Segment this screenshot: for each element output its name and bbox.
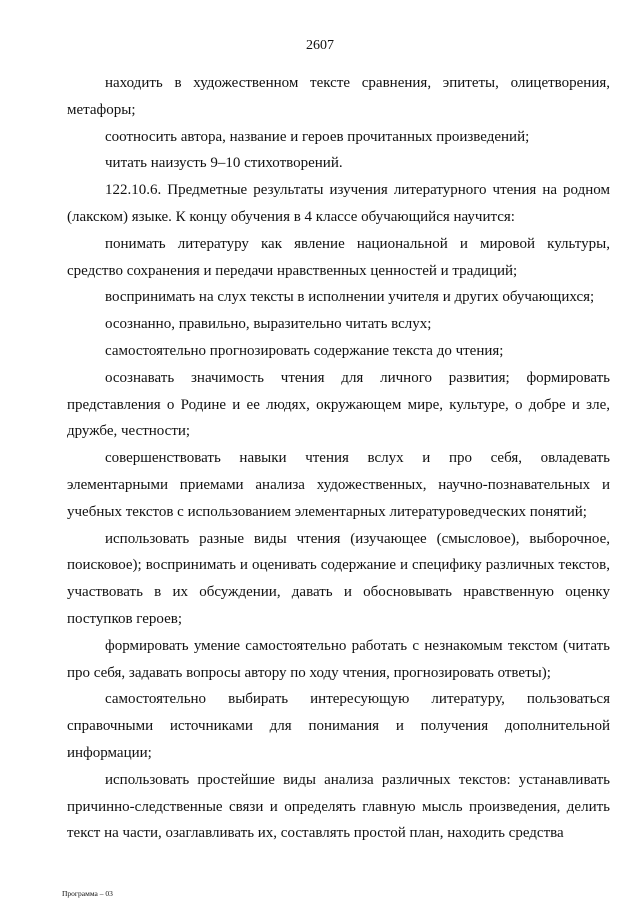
- paragraph: читать наизусть 9–10 стихотворений.: [105, 155, 343, 172]
- paragraph: совершенствовать навыки чтения вслух и про себя, овладевать элементарными приемами анализа художественных, научно-познавательных и учебных текстов с использованием элементарных литературоведческих понятий;: [67, 450, 610, 520]
- paragraph: осознанно, правильно, выразительно читать вслух;: [105, 316, 432, 333]
- paragraph: использовать разные виды чтения (изучающее (смысловое), выборочное, поисковое); воспринимать и оценивать содержание и специфику различных текстов, участвовать в их обсуждении, давать и обосновывать нравственную оценку поступков героев;: [67, 530, 610, 627]
- paragraph: использовать простейшие виды анализа различных текстов: устанавливать причинно-следственные связи и определять главную мысль произведения, делить текст на части, озаглавливать их, составлять простой план, находить средства: [67, 771, 610, 842]
- paragraph: понимать литературу как явление национальной и мировой культуры, средство сохранения и передачи нравственных ценностей и традиций;: [67, 235, 610, 279]
- paragraph: воспринимать на слух тексты в исполнении учителя и других обучающихся;: [105, 289, 595, 306]
- paragraph: осознавать значимость чтения для личного развития; формировать представления о Родине и ее людях, окружающем мире, культуре, о добре и зле, дружбе, честности;: [67, 369, 610, 440]
- paragraph: соотносить автора, название и героев прочитанных произведений;: [105, 128, 530, 145]
- document-body: [67, 70, 610, 847]
- paragraph: самостоятельно выбирать интересующую литературу, пользоваться справочными источниками для понимания и получения дополнительной информации;: [67, 691, 610, 761]
- paragraph: находить в художественном тексте сравнения, эпитеты, олицетворения, метафоры;: [67, 75, 610, 118]
- page-number: 2607: [306, 38, 334, 53]
- paragraph: формировать умение самостоятельно работать с незнакомым текстом (читать про себя, задавать вопросы автору по ходу чтения, прогнозировать ответы);: [67, 637, 610, 681]
- page-footer: Программа – 03: [62, 889, 113, 898]
- paragraph: самостоятельно прогнозировать содержание текста до чтения;: [105, 342, 504, 359]
- section-heading-paragraph: 122.10.6. Предметные результаты изучения литературного чтения на родном (лакском) языке. К концу обучения в 4 классе обучающийся научится:: [67, 182, 610, 225]
